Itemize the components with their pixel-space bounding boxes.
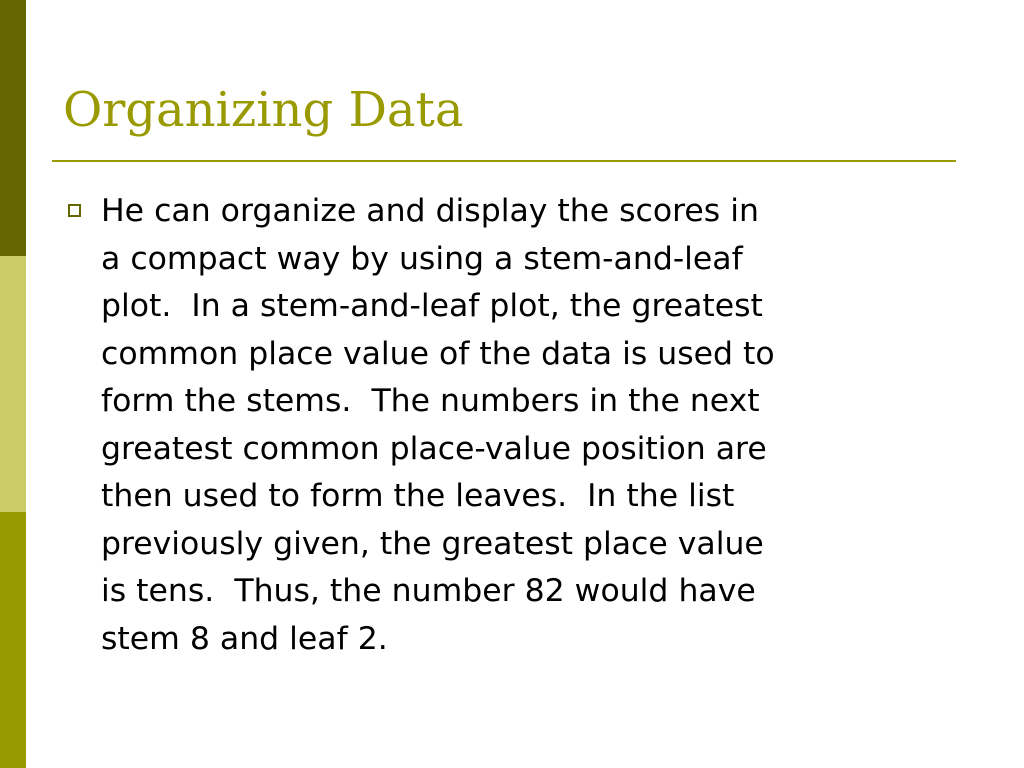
slide-title: Organizing Data [63,82,464,138]
title-underline [52,160,956,162]
bullet-text [101,188,962,663]
text-line: is tens. Thus, the number 82 would have [101,573,756,609]
sidebar-stripe-middle [0,256,26,512]
text-line: common place value of the data is used to [101,335,775,372]
sidebar-stripe-bottom [0,512,26,768]
hollow-square-bullet-icon [68,204,81,217]
sidebar-stripe-top [0,0,26,256]
text-line: form the stems. The numbers in the next [101,383,760,419]
text-line: a compact way by using a stem-and-leaf [101,240,743,277]
text-line: previously given, the greatest place value [101,525,764,562]
text-line: plot. In a stem-and-leaf plot, the greatest [101,288,763,324]
text-line: He can organize and display the scores in [101,193,759,229]
bullet-item [62,188,962,663]
text-line: stem 8 and leaf 2. [101,620,388,657]
text-line: then used to form the leaves. In the list [101,478,735,514]
text-line: greatest common place-value position are [101,430,767,467]
